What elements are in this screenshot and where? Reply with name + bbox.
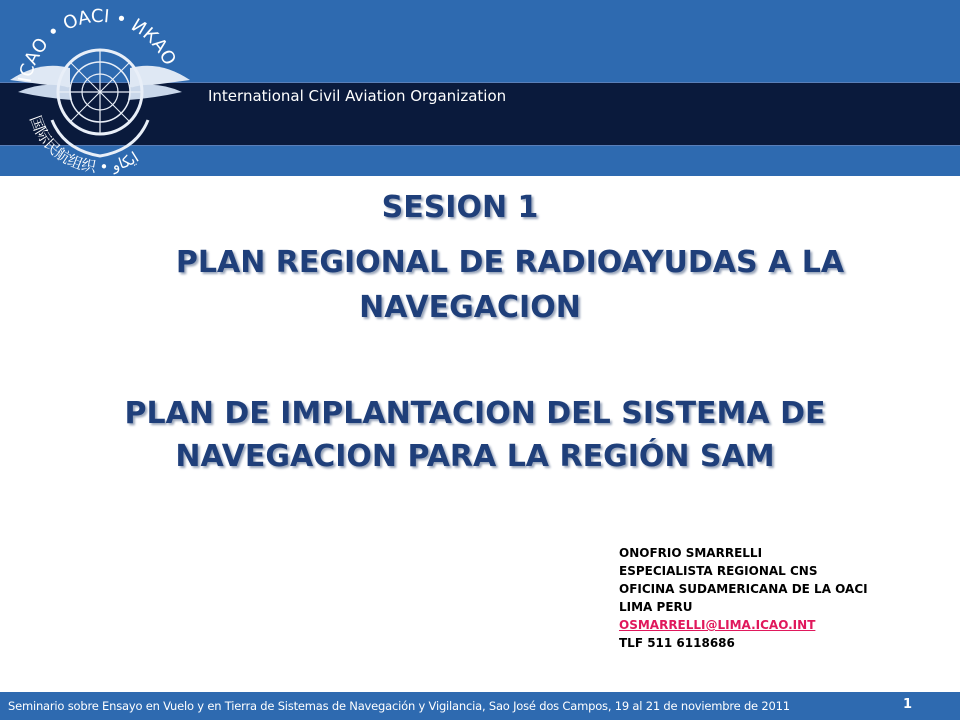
contact-email-link[interactable]: OSMARRELLI@LIMA.ICAO.INT: [619, 618, 816, 632]
contact-block: [619, 544, 868, 652]
contact-office: OFICINA SUDAMERICANA DE LA OACI: [619, 582, 868, 596]
implementation-title-line1: PLAN DE IMPLANTACION DEL SISTEMA DE: [124, 396, 826, 431]
implementation-title-line2: NAVEGACION PARA LA REGIÓN SAM: [175, 439, 775, 474]
logo-text-top: ICAO • OACI • ИКАО: [14, 5, 180, 85]
organization-name: International Civil Aviation Organization: [208, 87, 507, 105]
contact-location: LIMA PERU: [619, 600, 693, 614]
footer-text: Seminario sobre Ensayo en Vuelo y en Tierra de Sistemas de Navegación y Vigilancia, Sao José dos Campos, 19 al 21 de noviembre de 2011: [8, 699, 790, 713]
contact-name: ONOFRIO SMARRELLI: [619, 546, 763, 560]
plan-title-line2: NAVEGACION: [359, 290, 581, 325]
plan-title-line1: PLAN REGIONAL DE RADIOAYUDAS A LA: [175, 245, 845, 280]
page-number: 1: [903, 697, 913, 712]
session-title: SESION 1: [381, 190, 539, 225]
contact-role: ESPECIALISTA REGIONAL CNS: [619, 564, 818, 578]
icao-logo: [0, 0, 200, 180]
contact-phone: TLF 511 6118686: [619, 636, 735, 650]
logo-text-bottom: 国际民航组织 • ايكاو: [26, 113, 142, 177]
